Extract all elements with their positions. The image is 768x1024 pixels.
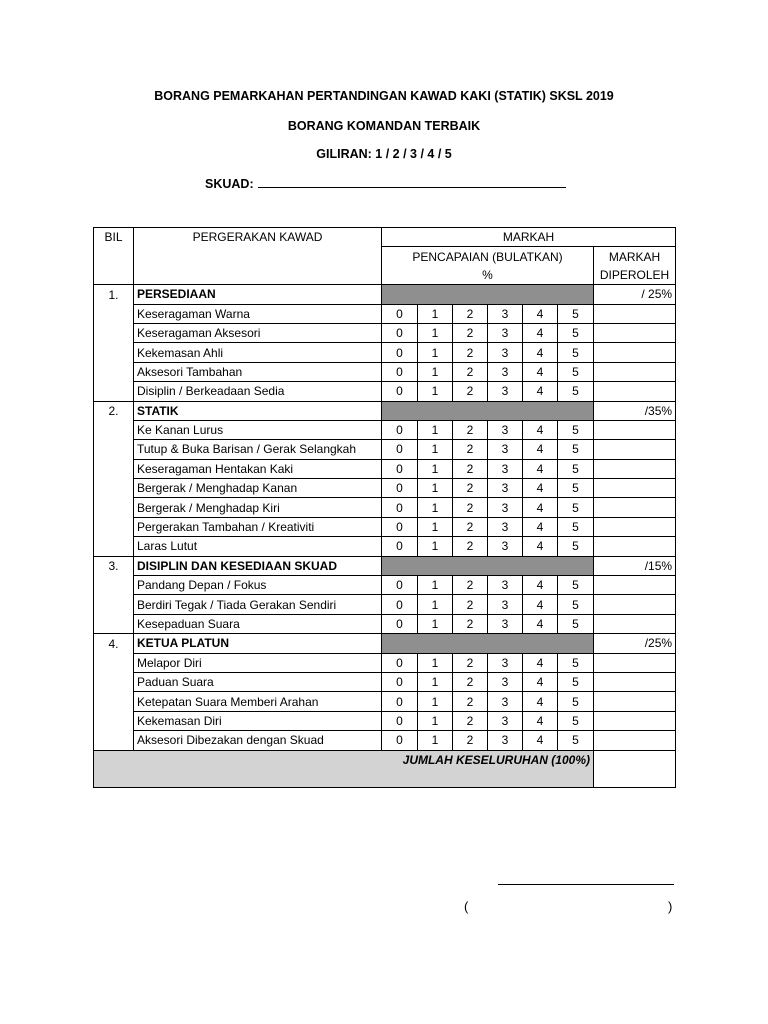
- markah-diperoleh-cell[interactable]: [594, 517, 676, 536]
- score-option-0[interactable]: 0: [382, 711, 418, 730]
- score-option-2[interactable]: 2: [453, 479, 488, 498]
- section-shaded-cell: [382, 556, 594, 575]
- item-label: Tutup & Buka Barisan / Gerak Selangkah: [134, 440, 382, 459]
- score-option-1[interactable]: 1: [418, 440, 453, 459]
- section-title: STATIK: [134, 401, 382, 420]
- bil-empty-cell: [94, 614, 134, 633]
- item-row: [94, 498, 676, 517]
- score-table: [93, 227, 676, 788]
- score-option-5[interactable]: 5: [558, 576, 594, 595]
- section-row: [94, 401, 676, 420]
- score-option-5[interactable]: 5: [558, 653, 594, 672]
- score-option-1[interactable]: 1: [418, 576, 453, 595]
- score-option-0[interactable]: 0: [382, 731, 418, 750]
- markah-diperoleh-cell[interactable]: [594, 343, 676, 362]
- score-option-1[interactable]: 1: [418, 517, 453, 536]
- score-option-2[interactable]: 2: [453, 537, 488, 556]
- bil-empty-cell: [94, 692, 134, 711]
- form-subtitle: BORANG KOMANDAN TERBAIK: [287, 119, 481, 133]
- score-option-2[interactable]: 2: [453, 653, 488, 672]
- score-option-5[interactable]: 5: [558, 323, 594, 342]
- bil-empty-cell: [94, 653, 134, 672]
- score-option-4[interactable]: 4: [523, 304, 558, 323]
- bil-empty-cell: [94, 459, 134, 478]
- score-option-4[interactable]: 4: [523, 711, 558, 730]
- bil-empty-cell: [94, 731, 134, 750]
- score-option-5[interactable]: 5: [558, 614, 594, 633]
- header-bil-cont: [94, 247, 134, 266]
- skuad-field: [205, 175, 566, 191]
- score-option-0[interactable]: 0: [382, 614, 418, 633]
- header-pencapaian: PENCAPAIAN (BULATKAN): [382, 247, 594, 266]
- score-option-0[interactable]: 0: [382, 343, 418, 362]
- score-option-4[interactable]: 4: [523, 479, 558, 498]
- item-label: Keseragaman Hentakan Kaki: [134, 459, 382, 478]
- item-label: Pandang Depan / Fokus: [134, 576, 382, 595]
- item-row: [94, 304, 676, 323]
- bil-empty-cell: [94, 304, 134, 323]
- item-label: Paduan Suara: [134, 672, 382, 691]
- markah-diperoleh-cell[interactable]: [594, 440, 676, 459]
- item-row: [94, 517, 676, 536]
- score-option-2[interactable]: 2: [453, 343, 488, 362]
- score-option-1[interactable]: 1: [418, 479, 453, 498]
- bil-empty-cell: [94, 343, 134, 362]
- item-row: [94, 420, 676, 439]
- markah-diperoleh-cell[interactable]: [594, 595, 676, 614]
- total-value-cell[interactable]: [594, 750, 676, 787]
- markah-diperoleh-cell[interactable]: [594, 692, 676, 711]
- score-option-0[interactable]: 0: [382, 420, 418, 439]
- score-option-2[interactable]: 2: [453, 362, 488, 381]
- score-option-4[interactable]: 4: [523, 731, 558, 750]
- score-option-4[interactable]: 4: [523, 692, 558, 711]
- score-option-1[interactable]: 1: [418, 595, 453, 614]
- item-label: Bergerak / Menghadap Kiri: [134, 498, 382, 517]
- header-markah-diperoleh-1: MARKAH: [594, 247, 676, 266]
- header-pergerakan-cont: [134, 247, 382, 266]
- item-row: [94, 595, 676, 614]
- item-label: Bergerak / Menghadap Kanan: [134, 479, 382, 498]
- score-option-1[interactable]: 1: [418, 614, 453, 633]
- markah-diperoleh-cell[interactable]: [594, 614, 676, 633]
- header-pergerakan-end: [134, 266, 382, 285]
- bil-empty-cell: [94, 382, 134, 401]
- score-option-0[interactable]: 0: [382, 382, 418, 401]
- header-percent: %: [382, 266, 594, 285]
- score-option-1[interactable]: 1: [418, 304, 453, 323]
- section-row: [94, 634, 676, 653]
- item-label: Keseragaman Aksesori: [134, 323, 382, 342]
- score-option-2[interactable]: 2: [453, 692, 488, 711]
- score-option-5[interactable]: 5: [558, 343, 594, 362]
- score-option-3[interactable]: 3: [488, 304, 523, 323]
- score-option-4[interactable]: 4: [523, 362, 558, 381]
- section-bil: 2.: [94, 401, 134, 420]
- score-option-0[interactable]: 0: [382, 459, 418, 478]
- score-option-5[interactable]: 5: [558, 440, 594, 459]
- header-markah-diperoleh-2: DIPEROLEH: [594, 266, 676, 285]
- item-row: [94, 576, 676, 595]
- item-label: Laras Lutut: [134, 537, 382, 556]
- section-shaded-cell: [382, 401, 594, 420]
- score-option-2[interactable]: 2: [453, 440, 488, 459]
- section-title: DISIPLIN DAN KESEDIAAN SKUAD: [134, 556, 382, 575]
- markah-diperoleh-cell[interactable]: [594, 498, 676, 517]
- score-option-5[interactable]: 5: [558, 420, 594, 439]
- score-option-1[interactable]: 1: [418, 420, 453, 439]
- item-label: Keseragaman Warna: [134, 304, 382, 323]
- section-max-mark: / 25%: [594, 285, 676, 304]
- bil-empty-cell: [94, 517, 134, 536]
- score-option-0[interactable]: 0: [382, 362, 418, 381]
- section-max-mark: /35%: [594, 401, 676, 420]
- score-option-1[interactable]: 1: [418, 653, 453, 672]
- score-option-3[interactable]: 3: [488, 498, 523, 517]
- score-option-0[interactable]: 0: [382, 537, 418, 556]
- score-option-4[interactable]: 4: [523, 672, 558, 691]
- section-title: KETUA PLATUN: [134, 634, 382, 653]
- item-row: [94, 459, 676, 478]
- score-option-4[interactable]: 4: [523, 614, 558, 633]
- header-markah: MARKAH: [382, 228, 676, 247]
- score-option-3[interactable]: 3: [488, 731, 523, 750]
- markah-diperoleh-cell[interactable]: [594, 731, 676, 750]
- score-option-5[interactable]: 5: [558, 692, 594, 711]
- item-row: [94, 479, 676, 498]
- item-label: Berdiri Tegak / Tiada Gerakan Sendiri: [134, 595, 382, 614]
- score-option-2[interactable]: 2: [453, 498, 488, 517]
- score-option-1[interactable]: 1: [418, 343, 453, 362]
- score-option-5[interactable]: 5: [558, 362, 594, 381]
- score-option-5[interactable]: 5: [558, 382, 594, 401]
- header-bil: BIL: [94, 228, 134, 247]
- item-row: [94, 343, 676, 362]
- score-option-3[interactable]: 3: [488, 711, 523, 730]
- signature-paren-close: ): [668, 899, 673, 914]
- section-title: PERSEDIAAN: [134, 285, 382, 304]
- score-option-3[interactable]: 3: [488, 479, 523, 498]
- markah-diperoleh-cell[interactable]: [594, 479, 676, 498]
- item-label: Kekemasan Diri: [134, 711, 382, 730]
- score-option-1[interactable]: 1: [418, 382, 453, 401]
- score-option-5[interactable]: 5: [558, 711, 594, 730]
- score-option-3[interactable]: 3: [488, 459, 523, 478]
- score-option-3[interactable]: 3: [488, 323, 523, 342]
- score-option-0[interactable]: 0: [382, 692, 418, 711]
- score-option-3[interactable]: 3: [488, 362, 523, 381]
- score-option-4[interactable]: 4: [523, 498, 558, 517]
- score-option-2[interactable]: 2: [453, 304, 488, 323]
- score-option-2[interactable]: 2: [453, 672, 488, 691]
- score-option-5[interactable]: 5: [558, 731, 594, 750]
- section-row: [94, 556, 676, 575]
- score-option-1[interactable]: 1: [418, 498, 453, 517]
- section-max-mark: /25%: [594, 634, 676, 653]
- score-option-2[interactable]: 2: [453, 731, 488, 750]
- bil-empty-cell: [94, 362, 134, 381]
- score-option-1[interactable]: 1: [418, 672, 453, 691]
- markah-diperoleh-cell[interactable]: [594, 304, 676, 323]
- score-option-2[interactable]: 2: [453, 420, 488, 439]
- item-label: Disiplin / Berkeadaan Sedia: [134, 382, 382, 401]
- score-option-5[interactable]: 5: [558, 595, 594, 614]
- score-option-1[interactable]: 1: [418, 537, 453, 556]
- signature-line[interactable]: [498, 884, 674, 885]
- bil-empty-cell: [94, 323, 134, 342]
- markah-diperoleh-cell[interactable]: [594, 576, 676, 595]
- score-option-4[interactable]: 4: [523, 382, 558, 401]
- score-option-5[interactable]: 5: [558, 479, 594, 498]
- score-option-0[interactable]: 0: [382, 672, 418, 691]
- score-option-3[interactable]: 3: [488, 440, 523, 459]
- item-label: Ke Kanan Lurus: [134, 420, 382, 439]
- score-option-0[interactable]: 0: [382, 479, 418, 498]
- bil-empty-cell: [94, 537, 134, 556]
- score-option-2[interactable]: 2: [453, 459, 488, 478]
- score-option-5[interactable]: 5: [558, 498, 594, 517]
- score-option-3[interactable]: 3: [488, 692, 523, 711]
- skuad-blank-line[interactable]: [258, 175, 566, 188]
- score-option-5[interactable]: 5: [558, 672, 594, 691]
- markah-diperoleh-cell[interactable]: [594, 382, 676, 401]
- item-label: Kekemasan Ahli: [134, 343, 382, 362]
- item-label: Aksesori Tambahan: [134, 362, 382, 381]
- score-option-1[interactable]: 1: [418, 731, 453, 750]
- total-row: [94, 750, 676, 787]
- item-label: Pergerakan Tambahan / Kreativiti: [134, 517, 382, 536]
- score-option-3[interactable]: 3: [488, 517, 523, 536]
- score-option-0[interactable]: 0: [382, 440, 418, 459]
- score-option-3[interactable]: 3: [488, 614, 523, 633]
- markah-diperoleh-cell[interactable]: [594, 537, 676, 556]
- score-option-5[interactable]: 5: [558, 537, 594, 556]
- item-row: [94, 711, 676, 730]
- section-bil: 3.: [94, 556, 134, 575]
- form-title: BORANG PEMARKAHAN PERTANDINGAN KAWAD KAKI (STATIK) SKSL 2019: [154, 89, 614, 103]
- item-row: [94, 731, 676, 750]
- item-row: [94, 653, 676, 672]
- score-option-3[interactable]: 3: [488, 420, 523, 439]
- score-option-4[interactable]: 4: [523, 440, 558, 459]
- score-option-2[interactable]: 2: [453, 614, 488, 633]
- score-option-0[interactable]: 0: [382, 304, 418, 323]
- header-pergerakan: PERGERAKAN KAWAD: [134, 228, 382, 247]
- score-option-3[interactable]: 3: [488, 537, 523, 556]
- score-option-3[interactable]: 3: [488, 343, 523, 362]
- bil-empty-cell: [94, 420, 134, 439]
- score-table-body: [94, 228, 676, 788]
- score-option-1[interactable]: 1: [418, 692, 453, 711]
- item-row: [94, 537, 676, 556]
- markah-diperoleh-cell[interactable]: [594, 672, 676, 691]
- bil-empty-cell: [94, 595, 134, 614]
- score-option-0[interactable]: 0: [382, 595, 418, 614]
- bil-empty-cell: [94, 672, 134, 691]
- score-option-4[interactable]: 4: [523, 459, 558, 478]
- score-option-4[interactable]: 4: [523, 343, 558, 362]
- score-option-1[interactable]: 1: [418, 323, 453, 342]
- score-option-3[interactable]: 3: [488, 595, 523, 614]
- score-option-4[interactable]: 4: [523, 323, 558, 342]
- markah-diperoleh-cell[interactable]: [594, 459, 676, 478]
- score-option-2[interactable]: 2: [453, 517, 488, 536]
- signature-paren-open: (: [464, 899, 469, 914]
- score-option-3[interactable]: 3: [488, 576, 523, 595]
- markah-diperoleh-cell[interactable]: [594, 323, 676, 342]
- giliran-line: GILIRAN: 1 / 2 / 3 / 4 / 5: [316, 147, 452, 161]
- bil-empty-cell: [94, 440, 134, 459]
- bil-empty-cell: [94, 711, 134, 730]
- score-option-3[interactable]: 3: [488, 653, 523, 672]
- markah-diperoleh-cell[interactable]: [594, 653, 676, 672]
- score-option-4[interactable]: 4: [523, 420, 558, 439]
- item-row: [94, 692, 676, 711]
- score-option-0[interactable]: 0: [382, 653, 418, 672]
- section-shaded-cell: [382, 634, 594, 653]
- score-option-4[interactable]: 4: [523, 517, 558, 536]
- score-option-4[interactable]: 4: [523, 653, 558, 672]
- section-max-mark: /15%: [594, 556, 676, 575]
- bil-empty-cell: [94, 576, 134, 595]
- total-label: JUMLAH KESELURUHAN (100%): [94, 750, 594, 787]
- section-row: [94, 285, 676, 304]
- score-option-1[interactable]: 1: [418, 459, 453, 478]
- score-option-3[interactable]: 3: [488, 382, 523, 401]
- section-shaded-cell: [382, 285, 594, 304]
- item-row: [94, 382, 676, 401]
- score-option-2[interactable]: 2: [453, 576, 488, 595]
- score-option-2[interactable]: 2: [453, 323, 488, 342]
- item-label: Kesepaduan Suara: [134, 614, 382, 633]
- markah-diperoleh-cell[interactable]: [594, 420, 676, 439]
- markah-diperoleh-cell[interactable]: [594, 711, 676, 730]
- score-option-0[interactable]: 0: [382, 323, 418, 342]
- section-bil: 1.: [94, 285, 134, 304]
- score-option-2[interactable]: 2: [453, 711, 488, 730]
- score-option-4[interactable]: 4: [523, 595, 558, 614]
- item-label: Melapor Diri: [134, 653, 382, 672]
- section-bil: 4.: [94, 634, 134, 653]
- score-option-3[interactable]: 3: [488, 672, 523, 691]
- skuad-label: SKUAD:: [205, 177, 254, 191]
- bil-empty-cell: [94, 498, 134, 517]
- score-option-0[interactable]: 0: [382, 576, 418, 595]
- item-row: [94, 323, 676, 342]
- header-bil-end: [94, 266, 134, 285]
- item-label: Aksesori Dibezakan dengan Skuad: [134, 731, 382, 750]
- item-row: [94, 672, 676, 691]
- score-option-5[interactable]: 5: [558, 459, 594, 478]
- score-option-4[interactable]: 4: [523, 576, 558, 595]
- score-option-5[interactable]: 5: [558, 304, 594, 323]
- item-row: [94, 440, 676, 459]
- score-option-1[interactable]: 1: [418, 711, 453, 730]
- score-option-2[interactable]: 2: [453, 382, 488, 401]
- item-label: Ketepatan Suara Memberi Arahan: [134, 692, 382, 711]
- score-option-4[interactable]: 4: [523, 537, 558, 556]
- item-row: [94, 362, 676, 381]
- score-option-1[interactable]: 1: [418, 362, 453, 381]
- bil-empty-cell: [94, 479, 134, 498]
- score-option-2[interactable]: 2: [453, 595, 488, 614]
- item-row: [94, 614, 676, 633]
- markah-diperoleh-cell[interactable]: [594, 362, 676, 381]
- score-option-0[interactable]: 0: [382, 498, 418, 517]
- score-option-5[interactable]: 5: [558, 517, 594, 536]
- score-option-0[interactable]: 0: [382, 517, 418, 536]
